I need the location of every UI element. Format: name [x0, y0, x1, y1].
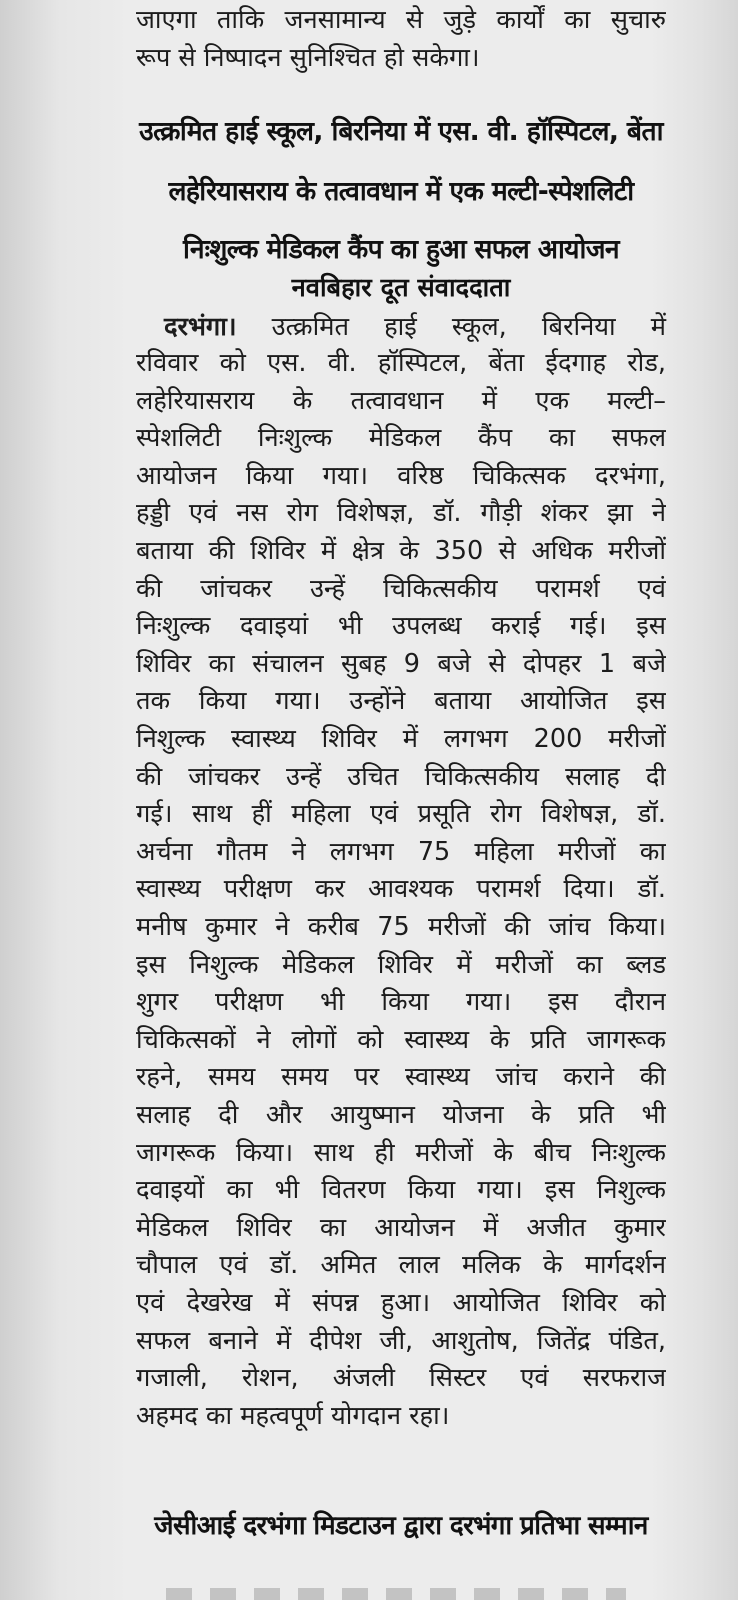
body-line: स्वास्थ्य परीक्षण कर आवश्यक परामर्श दिया। डॉ. [136, 874, 666, 905]
body-line: हड्डी एवं नस रोग विशेषज्ञ, डॉ. गौड़ी शंकर झा ने [136, 498, 666, 529]
byline: नवबिहार दूत संवाददाता [291, 273, 511, 303]
body-line: तक किया गया। उन्होंने बताया आयोजित इस [136, 686, 666, 717]
body-line: की जांचकर उन्हें उचित चिकित्सकीय सलाह दी [136, 761, 666, 792]
body-line: बताया की शिविर में क्षेत्र के 350 से अधिक मरीजों [136, 536, 666, 566]
body-line: चिकित्सकों ने लोगों को स्वास्थ्य के प्रति जागरूक [136, 1024, 666, 1055]
headline-line: निःशुल्क मेडिकल कैंप का हुआ सफल आयोजन [183, 234, 619, 265]
body-line: एवं देखरेख में संपन्न हुआ। आयोजित शिविर को [136, 1288, 666, 1318]
body-line: अहमद का महत्वपूर्ण योगदान रहा। [136, 1400, 450, 1431]
body-line: शिविर का संचालन सुबह 9 बजे से दोपहर 1 बजे [136, 648, 666, 679]
headline-line: उत्क्रमित हाई स्कूल, बिरनिया में एस. वी. हॉस्पिटल, बेंता [139, 116, 663, 147]
dateline: दरभंगा। [164, 312, 237, 342]
body-line: रविवार को एस. वी. हॉस्पिटल, बेंता ईदगाह रोड, [136, 348, 666, 378]
body-line: रहने, समय समय पर स्वास्थ्य जांच कराने की [136, 1062, 666, 1093]
body-line: सलाह दी और आयुष्मान योजना के प्रति भी [136, 1100, 666, 1130]
headline-line: लहेरियासराय के तत्वावधान में एक मल्टी-स्पेशलिटी [168, 176, 634, 207]
body-line: मेडिकल शिविर का आयोजन में अजीत कुमार [136, 1212, 666, 1243]
body-line: गई। साथ हीं महिला एवं प्रसूति रोग विशेषज्ञ, डॉ. [136, 799, 666, 830]
body-line: गजाली, रोशन, अंजली सिस्टर एवं सरफराज [136, 1363, 666, 1394]
body-line: मनीष कुमार ने करीब 75 मरीजों की जांच किया। [136, 912, 666, 942]
body-line: इस निशुल्क मेडिकल शिविर में मरीजों का ब्लड [136, 949, 666, 980]
body-line: जागरूक किया। साथ ही मरीजों के बीच निःशुल्क [136, 1137, 666, 1168]
body-line: आयोजन किया गया। वरिष्ठ चिकित्सक दरभंगा, [136, 460, 666, 491]
body-line: सफल बनाने में दीपेश जी, आशुतोष, जितेंद्र पंडित, [136, 1325, 666, 1356]
prev-article-line: जाएगा ताकि जनसामान्य से जुड़े कार्यों का सुचारु [136, 5, 666, 35]
body-line: शुगर परीक्षण भी किया गया। इस दौरान [136, 987, 666, 1018]
first-line-text: उत्क्रमित हाई स्कूल, बिरनिया में [271, 312, 667, 342]
body-first-line [164, 309, 666, 345]
cut-off-text [166, 1588, 626, 1600]
prev-article-line: रूप से निष्पादन सुनिश्चित हो सकेगा। [136, 43, 480, 73]
body-line: लहेरियासराय के तत्वावधान में एक मल्टी– [136, 385, 666, 416]
body-line: अर्चना गौतम ने लगभग 75 महिला मरीजों का [136, 836, 666, 867]
body-line: की जांचकर उन्हें चिकित्सकीय परामर्श एवं [136, 573, 666, 604]
next-article-headline: जेसीआई दरभंगा मिडटाउन द्वारा दरभंगा प्रतिभा सम्मान [154, 1511, 648, 1541]
body-line: निःशुल्क दवाइयां भी उपलब्ध कराई गई। इस [136, 611, 666, 642]
body-line: दवाइयों का भी वितरण किया गया। इस निशुल्क [136, 1175, 666, 1206]
body-line: चौपाल एवं डॉ. अमित लाल मलिक के मार्गदर्शन [136, 1250, 666, 1281]
body-line: निशुल्क स्वास्थ्य शिविर में लगभग 200 मरीजों [136, 724, 666, 754]
body-line: स्पेशलिटी निःशुल्क मेडिकल कैंप का सफल [136, 423, 666, 454]
